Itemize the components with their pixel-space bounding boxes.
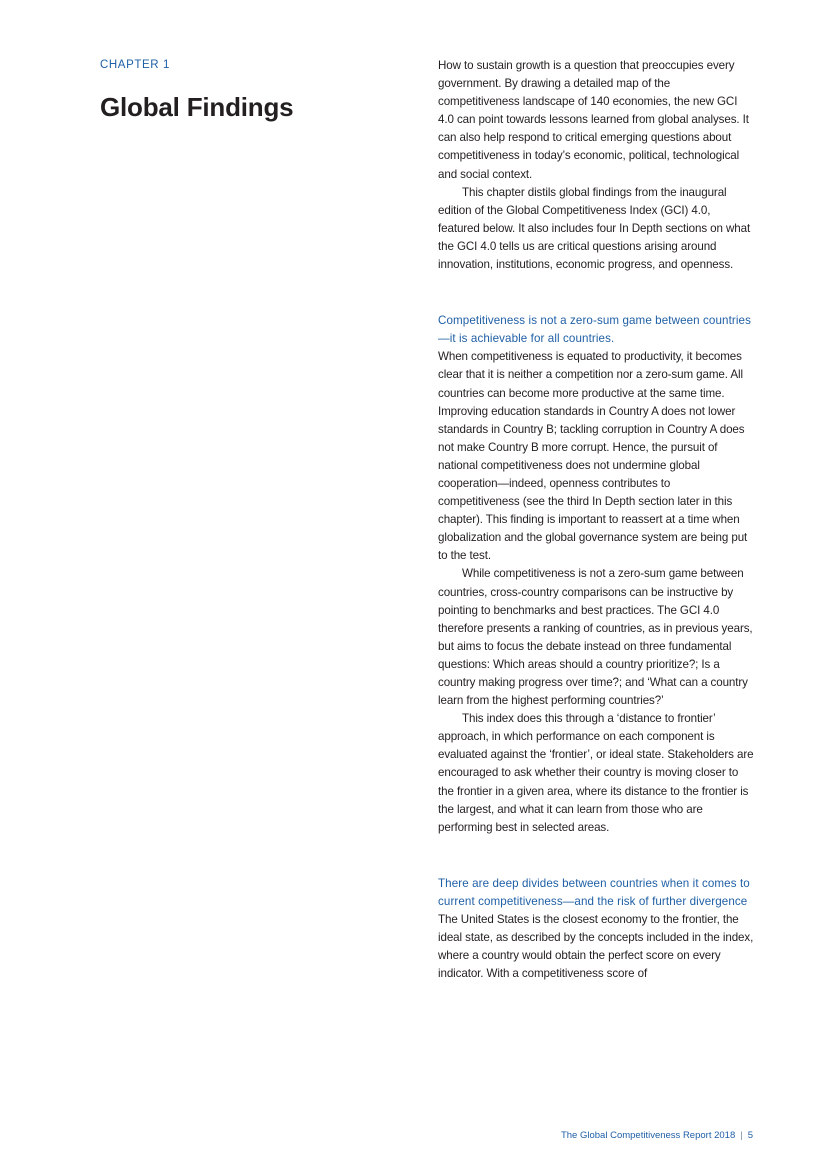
- footer-separator: |: [740, 1130, 743, 1141]
- section1-paragraph-1: When competitiveness is equated to productivity, it becomes clear that it is neither a competition nor a zero-sum game. All countries can become more productive at the same time. Improving education standards in Country A does not lower standards in Country B; tackling corruption in Country A does not make Country B more corrupt. Hence, the pursuit of national competitiveness does not undermine global cooperation—indeed, openness contributes to competitiveness (see the third In Depth section later in this chapter). This finding is important to reassert at a time when globalization and the global governance system are being put to the test.: [438, 350, 748, 563]
- page-title: Global Findings: [100, 92, 294, 122]
- section-heading-zero-sum: Competitiveness is not a zero-sum game between countries—it is achievable for all countries.: [438, 314, 751, 346]
- section1-paragraph-3: This index does this through a ‘distance to frontier’ approach, in which performance on each component is evaluated against the ‘frontier’, or ideal state. Stakeholders are encouraged to ask whether their country is moving closer to the frontier in a given area, where its distance to the frontier is the largest, and what it can learn from those who are performing best in selected areas.: [438, 712, 754, 834]
- footer-page-number: 5: [747, 1130, 753, 1141]
- section2-paragraph-1: The United States is the closest economy to the frontier, the ideal state, as described by the concepts included in the index, where a country would obtain the perfect score on every indicator. With a competitiveness score of: [438, 913, 754, 981]
- section1-paragraph-2: While competitiveness is not a zero-sum game between countries, cross-country comparisons can be instructive by pointing to benchmarks and best practices. The GCI 4.0 therefore presents a ranking of countries, as in previous years, but aims to focus the debate instead on three fundamental questions: Which areas should a country prioritize?; Is a country making progress over time?; and ‘What can a country learn from the highest performing countries?’: [438, 567, 753, 708]
- page-footer: [561, 1130, 753, 1141]
- section-heading-deep-divides: There are deep divides between countries when it comes to current competitiveness—and the risk of further divergence: [438, 876, 750, 908]
- chapter-label: CHAPTER 1: [100, 59, 170, 71]
- intro-paragraph-2: This chapter distils global findings from the inaugural edition of the Global Competitiveness Index (GCI) 4.0, featured below. It also includes four In Depth sections on what the GCI 4.0 tells us are critical questions arising around innovation, institutions, economic progress, and openness.: [438, 185, 751, 272]
- footer-report-title: The Global Competitiveness Report 2018: [560, 1130, 736, 1141]
- intro-paragraph-1: How to sustain growth is a question that preoccupies every government. By drawing a detailed map of the competitiveness landscape of 140 economies, the new GCI 4.0 can point towards lessons learned from global analyses. It can also help respond to critical emerging questions about competitiveness in today’s economic, political, technological and social context.: [438, 59, 749, 181]
- body-column: [438, 57, 754, 983]
